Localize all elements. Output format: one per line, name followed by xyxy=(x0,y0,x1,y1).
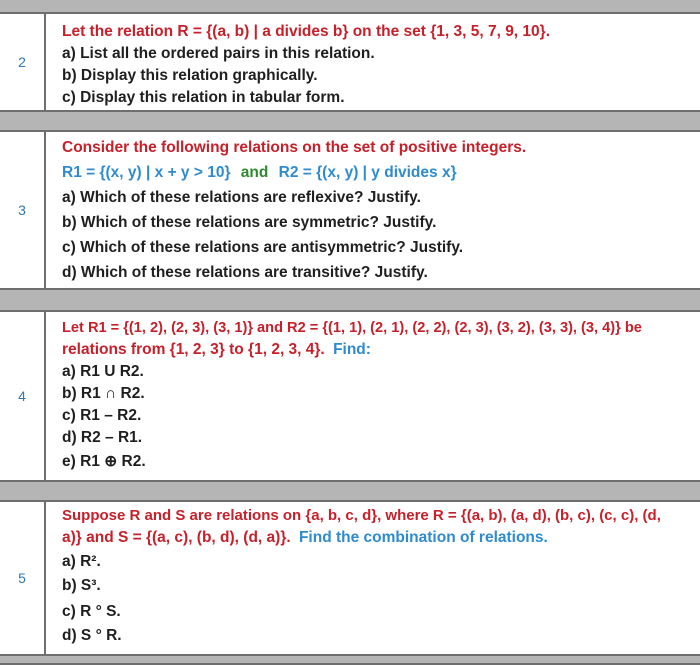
task-instruction: Find the combination of relations. xyxy=(298,529,548,546)
question-statement-continued xyxy=(62,528,548,548)
row-separator xyxy=(0,110,700,132)
question-part-c: c) R ° S. xyxy=(62,603,121,620)
relation-r1: R1 = {(x, y) | x + y > 10} xyxy=(62,164,231,181)
question-row-5 xyxy=(0,502,700,654)
question-part-d: d) Which of these relations are transitive? Justify. xyxy=(62,264,428,281)
relation-domains: relations from {1, 2, 3} to {1, 2, 3, 4}. xyxy=(62,341,325,358)
relation-s-definition: a)} and S = {(a, c), (b, d), (d, a)}. xyxy=(62,529,291,546)
question-part-d: d) R2 – R1. xyxy=(62,429,143,446)
find-label: Find: xyxy=(333,341,371,358)
question-part-c: c) Which of these relations are antisymmetric? Justify. xyxy=(62,239,464,256)
question-content xyxy=(56,14,700,110)
question-content xyxy=(56,132,700,288)
question-part-c: c) Display this relation in tabular form. xyxy=(62,89,345,106)
question-part-a: a) R². xyxy=(62,553,101,570)
question-number: 5 xyxy=(0,502,46,654)
question-part-a: a) List all the ordered pairs in this relation. xyxy=(62,45,375,62)
question-part-a: a) Which of these relations are reflexive? Justify. xyxy=(62,189,421,206)
question-part-e: e) R1 ⊕ R2. xyxy=(62,453,146,470)
question-number: 2 xyxy=(0,14,46,110)
question-statement-continued xyxy=(62,340,371,360)
question-statement: Let the relation R = {(a, b) | a divides b} on the set {1, 3, 5, 7, 9, 10}. xyxy=(62,23,551,40)
row-separator xyxy=(0,288,700,312)
question-part-d: d) S ° R. xyxy=(62,627,122,644)
question-number: 4 xyxy=(0,312,46,480)
row-separator xyxy=(0,0,700,14)
question-statement: Consider the following relations on the set of positive integers. xyxy=(62,139,527,156)
question-part-b: b) Which of these relations are symmetric? Justify. xyxy=(62,214,437,231)
question-row-2 xyxy=(0,14,700,110)
question-statement: Suppose R and S are relations on {a, b, c, d}, where R = {(a, b), (a, d), (b, c), (c, c), (d, xyxy=(62,507,661,524)
question-part-b: b) R1 ∩ R2. xyxy=(62,385,145,402)
question-row-4 xyxy=(0,312,700,480)
relation-definitions xyxy=(62,163,457,183)
connector-and: and xyxy=(240,164,269,181)
question-number: 3 xyxy=(0,132,46,288)
row-separator xyxy=(0,654,700,665)
question-statement: Let R1 = {(1, 2), (2, 3), (3, 1)} and R2 = {(1, 1), (2, 1), (2, 2), (2, 3), (3, 2), (3, 3), (3, 4)} be xyxy=(62,320,642,336)
question-row-3 xyxy=(0,132,700,288)
question-part-b: b) Display this relation graphically. xyxy=(62,67,318,84)
relation-r2: R2 = {(x, y) | y divides x} xyxy=(278,164,457,181)
question-content xyxy=(56,312,700,480)
question-part-c: c) R1 – R2. xyxy=(62,407,142,424)
question-part-a: a) R1 U R2. xyxy=(62,363,144,380)
question-part-b: b) S³. xyxy=(62,577,101,594)
row-separator xyxy=(0,480,700,502)
question-content xyxy=(56,502,700,654)
